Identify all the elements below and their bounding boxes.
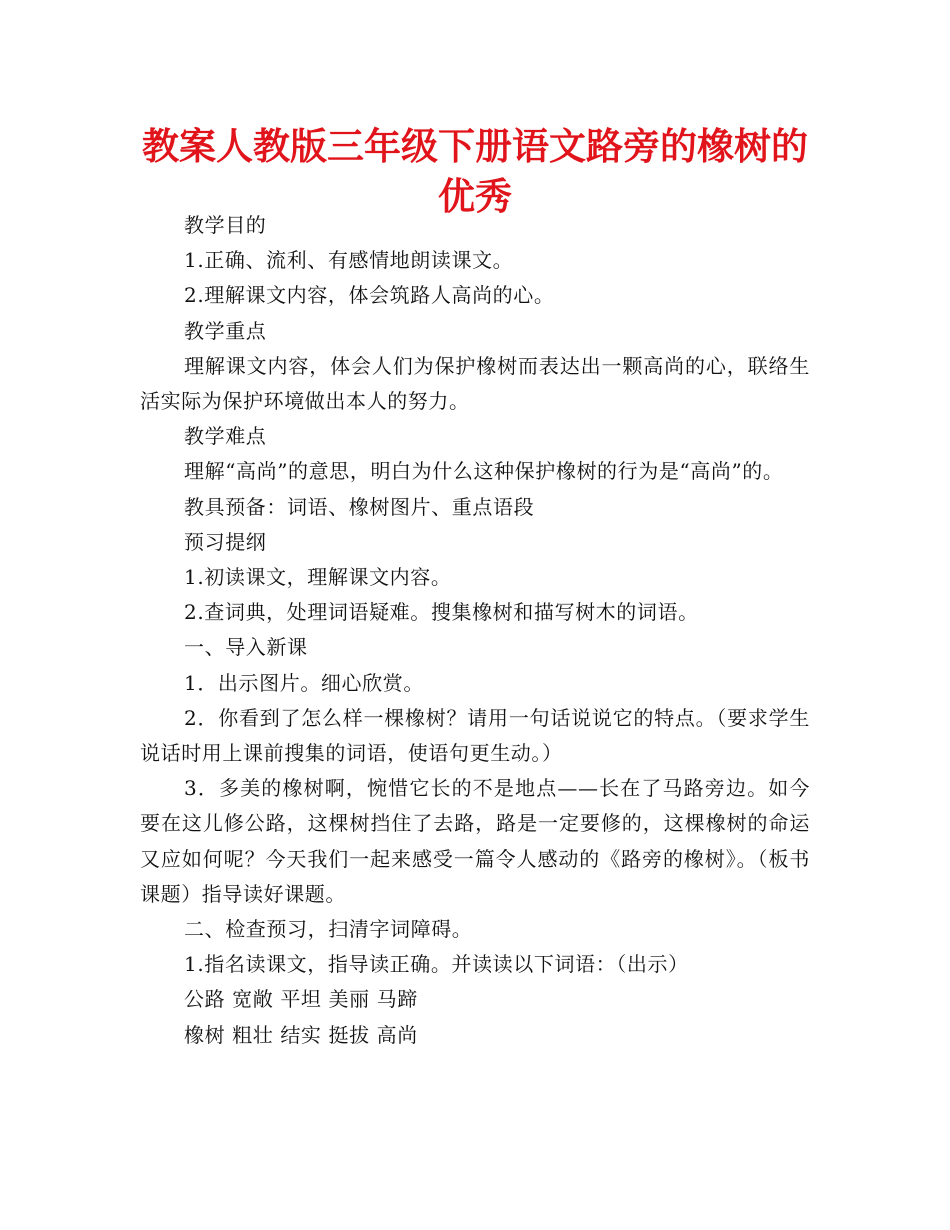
vocabulary-row-2: 橡树 粗壮 结实 挺拔 高尚 [184,1022,418,1047]
document-body [140,208,810,1053]
heading-key-points: 教学重点 [184,318,267,343]
heading-difficulties: 教学难点 [184,424,267,449]
preview-item-2: 2.查词典，处理词语疑难。搜集橡树和描写树木的词语。 [184,600,699,625]
intro-step-2: 2．你看到了怎么样一棵橡树？请用一句话说说它的特点。（要求学生说话时用上课前搜集的词语，使语句更生动。） [140,705,810,766]
intro-step-3: 3．多美的橡树啊，惋惜它长的不是地点——长在了马路旁边。如今要在这儿修公路，这棵树挡住了去路，路是一定要修的，这棵橡树的命运又应如何呢？今天我们一起来感受一篇令人感动的《路旁的橡树》。（板书课题）指导读好课题。 [140,776,810,906]
goal-item-1: 1.正确、流利、有感情地朗读课文。 [184,248,514,273]
teaching-aids: 教具预备：词语、橡树图片、重点语段 [184,494,535,519]
vocabulary-row-1: 公路 宽敞 平坦 美丽 马蹄 [184,987,418,1012]
document-title: 教案人教版三年级下册语文路旁的橡树的优秀 [142,125,808,218]
heading-preview-outline: 预习提纲 [184,529,267,554]
section-heading-intro: 一、导入新课 [184,635,308,660]
heading-teaching-goals: 教学目的 [184,213,267,237]
difficulties-text: 理解“高尚”的意思，明白为什么这种保护橡树的行为是“高尚”的。 [184,459,784,484]
goal-item-2: 2.理解课文内容，体会筑路人高尚的心。 [184,283,555,308]
preview-item-1: 1.初读课文，理解课文内容。 [184,565,452,590]
preview-check-step-1: 1.指名读课文，指导读正确。并读读以下词语：（出示） [184,952,689,977]
key-points-text: 理解课文内容，体会人们为保护橡树而表达出一颗高尚的心，联络生活实际为保护环境做出本人的努力。 [140,353,810,414]
intro-step-1: 1．出示图片。细心欣赏。 [184,670,424,695]
section-heading-preview-check: 二、检查预习，扫清字词障碍。 [184,917,473,942]
